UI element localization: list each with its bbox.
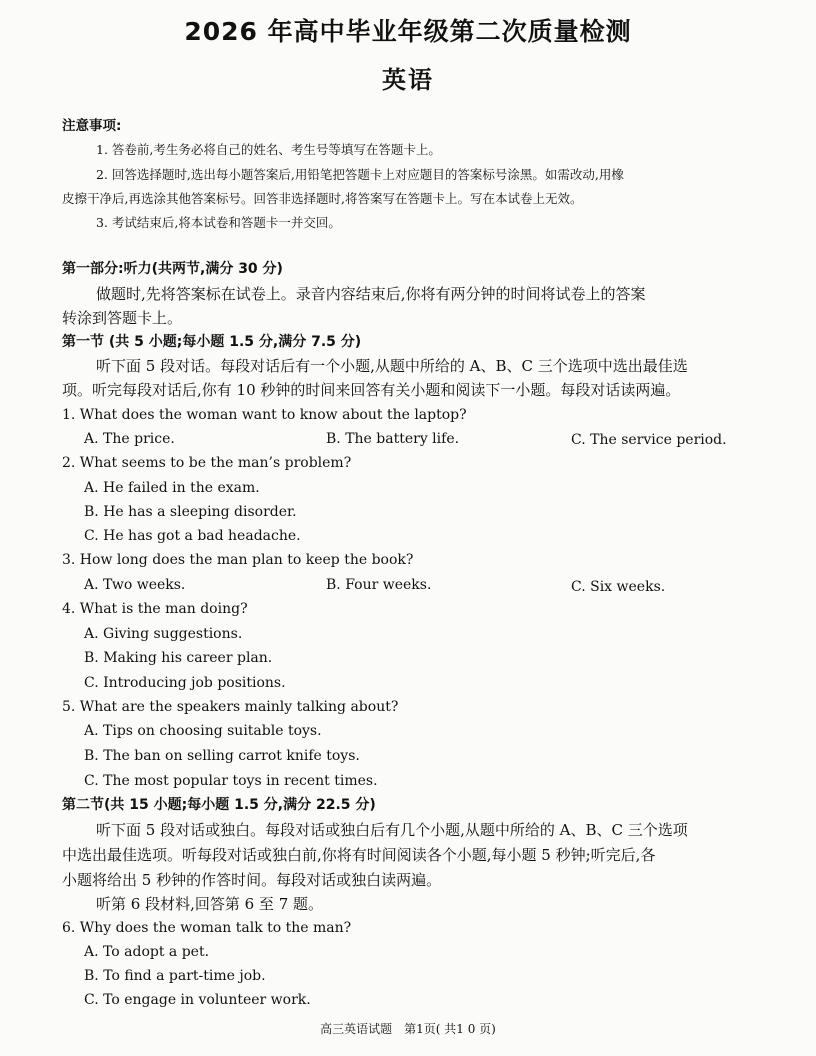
question-stem: 6. Why does the woman talk to the man? [62, 920, 352, 936]
part1-heading: 第一部分:听力(共两节,满分 30 分) [62, 261, 283, 277]
option-c: C. The service period. [571, 432, 727, 448]
option-b: B. The battery life. [326, 431, 460, 447]
option-a: A. He failed in the exam. [84, 480, 260, 496]
option-c: C. The most popular toys in recent times. [84, 773, 378, 789]
section2-intro: 听下面 5 段对话或独白。每段对话或独白后有几个小题,从题中所给的 A、B、C 三个选项 [96, 821, 688, 839]
option-b: B. To find a part-time job. [84, 968, 266, 984]
section1-intro: 听下面 5 段对话。每段对话后有一个小题,从题中所给的 A、B、C 三个选项中选出最佳选 [96, 357, 688, 375]
section2-heading: 第二节(共 15 小题;每小题 1.5 分,满分 22.5 分) [62, 797, 376, 813]
subject-title: 英语 [382, 66, 434, 94]
option-b: B. Four weeks. [326, 577, 432, 593]
notice-item: 1. 答卷前,考生务必将自己的姓名、考生号等填写在答题卡上。 [96, 142, 441, 157]
section1-intro: 项。听完每段对话后,你有 10 秒钟的时间来回答有关小题和阅读下一小题。每段对话读两遍。 [62, 381, 681, 399]
section2-intro: 小题将给出 5 秒钟的作答时间。每段对话或独白读两遍。 [62, 871, 442, 889]
option-a: A. To adopt a pet. [84, 944, 210, 960]
question-stem: 2. What seems to be the man’s problem? [62, 455, 352, 471]
notice-item: 3. 考试结束后,将本试卷和答题卡一并交回。 [96, 215, 341, 230]
part1-intro: 转涂到答题卡上。 [62, 309, 183, 327]
option-a: A. Two weeks. [84, 577, 186, 593]
page-footer: 高三英语试题 第1页( 共1 0 页) [320, 1022, 496, 1036]
option-c: C. He has got a bad headache. [84, 528, 301, 544]
option-a: A. Tips on choosing suitable toys. [84, 723, 322, 739]
material-note: 听第 6 段材料,回答第 6 至 7 题。 [96, 895, 324, 913]
notice-item: 皮擦干净后,再选涂其他答案标号。回答非选择题时,将答案写在答题卡上。写在本试卷上无效。 [62, 191, 583, 206]
option-a: A. Giving suggestions. [84, 626, 243, 642]
option-b: B. Making his career plan. [84, 650, 273, 666]
notice-heading: 注意事项: [62, 118, 122, 134]
option-c: C. Introducing job positions. [84, 675, 286, 691]
exam-title: 2026 年高中毕业年级第二次质量检测 [184, 17, 632, 46]
option-b: B. The ban on selling carrot knife toys. [84, 748, 360, 764]
section1-heading: 第一节 (共 5 小题;每小题 1.5 分,满分 7.5 分) [62, 334, 362, 350]
option-c: C. To engage in volunteer work. [84, 992, 311, 1008]
section2-intro: 中选出最佳选项。听每段对话或独白前,你将有时间阅读各个小题,每小题 5 秒钟;听完后,各 [62, 846, 656, 864]
option-b: B. He has a sleeping disorder. [84, 504, 297, 520]
question-stem: 4. What is the man doing? [62, 601, 248, 617]
question-stem: 5. What are the speakers mainly talking about? [62, 699, 399, 715]
question-stem: 3. How long does the man plan to keep the book? [62, 552, 414, 568]
option-a: A. The price. [84, 431, 175, 447]
part1-intro: 做题时,先将答案标在试卷上。录音内容结束后,你将有两分钟的时间将试卷上的答案 [96, 285, 646, 303]
notice-item: 2. 回答选择题时,选出每小题答案后,用铅笔把答题卡上对应题目的答案标号涂黑。如需改动,用橡 [96, 167, 624, 182]
question-stem: 1. What does the woman want to know about the laptop? [62, 407, 467, 423]
option-c: C. Six weeks. [571, 579, 666, 595]
